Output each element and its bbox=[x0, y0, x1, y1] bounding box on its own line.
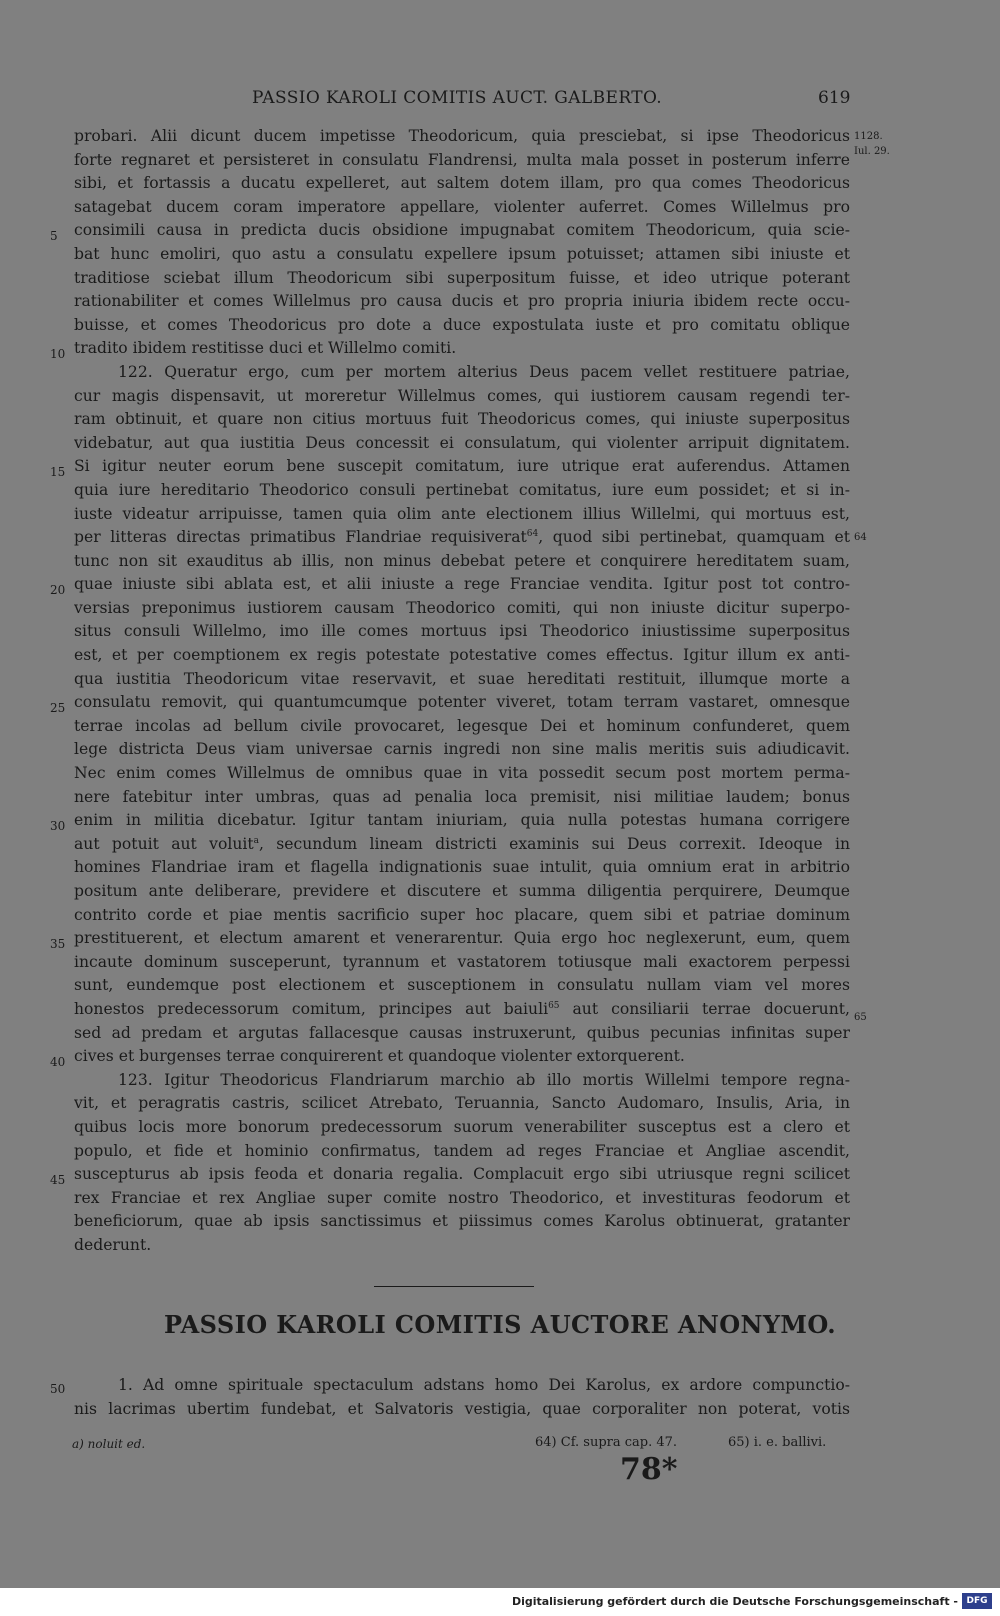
section-text bbox=[74, 1374, 850, 1421]
text-line: traditiose sciebat illum Theodoricum sibi superpositum fuisse, et ideo utrique poterant bbox=[74, 268, 850, 287]
text-line: positum ante deliberare, previdere et discutere et summa diligentia perquirere, Deumque bbox=[74, 882, 850, 900]
sheet-signature: 78* bbox=[620, 1452, 678, 1487]
text-line: vit, et peragratis castris, scilicet Atrebato, Teruannia, Sancto Audomaro, Insulis, Aria, in bbox=[74, 1094, 850, 1113]
line-number: 30 bbox=[50, 819, 66, 833]
text-line: incaute dominum susceperunt, tyrannum et vastatorem totiusque mali exactorem perpessi bbox=[74, 952, 850, 971]
text-line: situs consuli Willelmo, imo ille comes mortuus ipsi Theodorico iniustissime superpositus bbox=[74, 622, 850, 641]
margin-date: Iul. 29. bbox=[854, 146, 890, 157]
digitization-credit: Digitalisierung gefördert durch die Deutsche Forschungsgemeinschaft - bbox=[511, 1595, 958, 1608]
text-line: buisse, et comes Theodoricus pro dote a duce expostulata iuste et pro comitatu oblique bbox=[74, 315, 850, 334]
line-number: 10 bbox=[50, 347, 66, 361]
text-line: versias preponimus iustiorem causam Theodorico comiti, qui non iniuste dicitur superpo- bbox=[74, 598, 850, 617]
text-segment: , secundum lineam districti examinis sui Deus correxit. Ideoque in bbox=[259, 834, 850, 853]
section-title: PASSIO KAROLI COMITIS AUCTORE ANONYMO. bbox=[163, 1310, 837, 1339]
text-line: quia iure hereditario Theodorico consuli pertinebat comitatus, iure eum possidet; et si in- bbox=[74, 480, 850, 499]
text-line: tunc non sit exauditus ab illis, non minus debebat petere et conquirere hereditatem suam, bbox=[74, 551, 850, 570]
text-line: consulatu removit, qui quantumcumque potenter viveret, totam terram vastaret, omnesque bbox=[74, 693, 850, 712]
text-line: ram obtinuit, et quare non citius mortuus fuit Theodoricus comes, qui iniuste superpositus bbox=[74, 410, 850, 429]
page-number: 619 bbox=[818, 88, 851, 108]
paragraph-122-start: 122. Queratur ergo, cum per mortem alterius Deus pacem vellet restituere patriae, bbox=[118, 362, 850, 381]
footnote-ref-64: 64 bbox=[526, 528, 539, 539]
running-head-title: PASSIO KAROLI COMITIS AUCT. GALBERTO. bbox=[252, 88, 663, 108]
text-line: est, et per coemptionem ex regis potestate potestative comes effectus. Igitur illum ex anti- bbox=[74, 646, 850, 665]
text-segment: aut potuit aut voluit bbox=[74, 834, 254, 853]
footnote-64: 64) Cf. supra cap. 47. bbox=[535, 1435, 678, 1450]
footnotes bbox=[0, 1435, 1000, 1455]
text-line: rationabiliter et comes Willelmus pro causa ducis et pro propria iniuria ibidem recte occu- bbox=[74, 292, 850, 311]
text-segment: per litteras directas primatibus Flandriae requisiverat bbox=[74, 528, 527, 547]
footnote-ref-a: a bbox=[253, 835, 259, 846]
text-line: homines Flandriae iram et flagella indignationis suae intulit, quia omnium erat in arbitrio bbox=[74, 858, 850, 877]
text-line: prestituerent, et electum amarent et venerarentur. Quia ergo hoc neglexerunt, eum, quem bbox=[74, 929, 850, 948]
text-line: cur magis dispensavit, ut moreretur Willelmus comes, qui iustiorem causam regendi ter- bbox=[74, 386, 850, 405]
text-line: quae iniuste sibi ablata est, et alii iniuste a rege Franciae vendita. Igitur post tot contro- bbox=[74, 575, 850, 594]
text-line: qua iustitia Theodoricum vitae reservavit, et suae hereditati restituit, illumque morte a bbox=[74, 669, 850, 688]
text-line: Si igitur neuter eorum bene suscepit comitatum, iure utrique erat auferendus. Attamen bbox=[74, 457, 850, 476]
text-line: populo, et fide et hominio confirmatus, tandem ad reges Franciae et Angliae ascendit, bbox=[74, 1141, 850, 1160]
text-line: sed ad predam et argutas fallacesque causas instruxerunt, quibus pecunias infinitas super bbox=[74, 1023, 850, 1042]
dfg-logo-icon: DFG bbox=[962, 1593, 992, 1609]
text-line: iuste videatur arripuisse, tamen quia olim ante electionem illius Willelmi, qui mortuus est, bbox=[74, 504, 850, 523]
margin-footnote-ref-65: 65 bbox=[854, 1012, 867, 1023]
text-line: satagebat ducem coram imperatore appellare, violenter auferret. Comes Willelmus pro bbox=[74, 197, 850, 216]
text-line: nere fatebitur inter umbras, quas ad penalia loca premisit, nisi militiae laudem; bonus bbox=[74, 787, 850, 806]
margin-footnote-ref-64: 64 bbox=[854, 532, 867, 543]
paragraph-123-start: 123. Igitur Theodoricus Flandriarum marchio ab illo mortis Willelmi tempore regna- bbox=[118, 1070, 850, 1089]
text-line: beneficiorum, quae ab ipsis sanctissimus et piissimus comes Karolus obtinuerat, gratanter bbox=[74, 1212, 850, 1231]
line-number: 45 bbox=[50, 1173, 66, 1187]
line-number: 25 bbox=[50, 701, 66, 715]
text-line-with-footnote bbox=[74, 526, 850, 550]
footnote-ref-65: 65 bbox=[548, 1000, 560, 1011]
section-divider bbox=[374, 1286, 534, 1287]
text-line: consimili causa in predicta ducis obsidione impugnabat comitem Theodoricum, quia scie- bbox=[74, 221, 850, 240]
running-head bbox=[0, 88, 1000, 112]
main-text bbox=[74, 125, 850, 1258]
text-line: cives et burgenses terrae conquirerent et quandoque violenter extorquerent. bbox=[74, 1047, 685, 1066]
text-line-with-footnote bbox=[74, 833, 850, 857]
footnote-65: 65) i. e. ballivi. bbox=[728, 1435, 827, 1450]
text-line: videbatur, aut qua iustitia Deus concessit ei consulatum, qui violenter arripuit dignitatem. bbox=[74, 433, 850, 452]
text-line: probari. Alii dicunt ducem impetisse Theodoricum, quia presciebat, si ipse Theodoricus bbox=[74, 127, 850, 145]
text-line: lege districta Deus viam universae carnis ingredi non sine malis meritis suis adiudicavit. bbox=[74, 740, 850, 759]
text-line: terrae incolas ad bellum civile provocaret, legesque Dei et hominum confunderet, quem bbox=[74, 716, 850, 735]
text-line-with-footnote bbox=[74, 998, 850, 1022]
line-number: 20 bbox=[50, 583, 66, 597]
line-number: 40 bbox=[50, 1055, 66, 1069]
line-number: 15 bbox=[50, 465, 66, 479]
text-line: contrito corde et piae mentis sacrificio super hoc placare, quem sibi et patriae dominum bbox=[74, 905, 850, 924]
text-line: tradito ibidem restitisse duci et Willelmo comiti. bbox=[74, 339, 457, 358]
text-line: Nec enim comes Willelmus de omnibus quae in vita possedit secum post mortem perma- bbox=[74, 764, 850, 783]
line-number: 35 bbox=[50, 937, 66, 951]
text-segment: , quod sibi pertinebat, quamquam et bbox=[538, 528, 850, 547]
text-line: forte regnaret et persisteret in consulatu Flandrensi, multa mala posset in posterum inferre bbox=[74, 150, 850, 169]
text-line: rex Franciae et rex Angliae super comite nostro Theodorico, et investituras feodorum et bbox=[74, 1188, 850, 1207]
margin-year: 1128. bbox=[854, 131, 883, 142]
text-line: nis lacrimas ubertim fundebat, et Salvatoris vestigia, quae corporaliter non poterat, votis bbox=[74, 1399, 850, 1418]
text-line: sunt, eundemque post electionem et susceptionem in consulatu nullam viam vel mores bbox=[74, 976, 850, 995]
text-line: dederunt. bbox=[74, 1235, 152, 1254]
text-line: suscepturus ab ipsis feoda et donaria regalia. Complacuit ergo sibi utriusque regni scilicet bbox=[74, 1165, 850, 1184]
line-number: 50 bbox=[50, 1382, 66, 1396]
text-line: sibi, et fortassis a ducatu expelleret, aut saltem dotem illam, pro qua comes Theodoricus bbox=[74, 174, 850, 193]
text-line: bat hunc emoliri, quo astu a consulatu expellere ipsum potuisset; attamen sibi iniuste et bbox=[74, 244, 850, 263]
text-line: 1. Ad omne spirituale spectaculum adstans homo Dei Karolus, ex ardore compunctio- bbox=[118, 1376, 850, 1394]
text-segment: honestos predecessorum comitum, principes aut baiuli bbox=[74, 999, 549, 1018]
footnote-a: a) noluit ed. bbox=[72, 1437, 146, 1451]
text-line: enim in militia dicebatur. Igitur tantam iniuriam, quia nulla potestas humana corrigere bbox=[74, 811, 850, 830]
line-number: 5 bbox=[50, 229, 58, 243]
text-line: quibus locis more bonorum predecessorum suorum venerabiliter susceptus est a clero et bbox=[74, 1117, 850, 1136]
text-segment: aut consiliarii terrae docuerunt, bbox=[559, 999, 850, 1018]
footer-bar bbox=[0, 1588, 1000, 1616]
